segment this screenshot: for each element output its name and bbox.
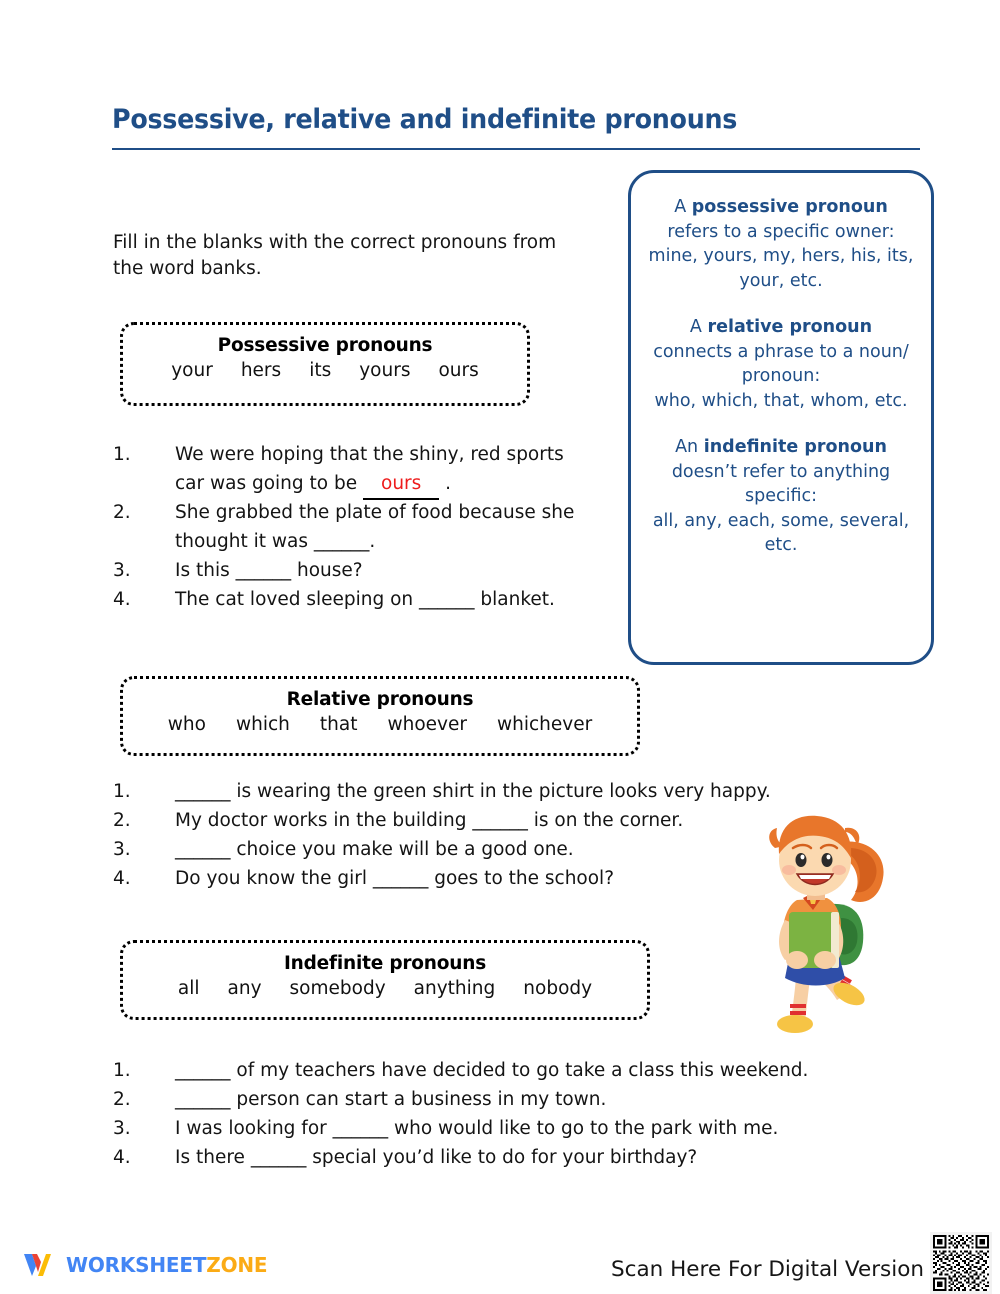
answer-underline: [363, 498, 439, 500]
item-text-before: Is there: [175, 1147, 251, 1168]
item-text: [175, 777, 873, 806]
exercise-list-possessive: [113, 440, 593, 614]
word-item: anything: [413, 978, 496, 999]
item-text: [175, 1085, 903, 1114]
exercise-item: [113, 556, 593, 585]
exercise-item: [113, 777, 873, 806]
word-item: all: [177, 978, 200, 999]
item-number: 2.: [113, 810, 131, 831]
wordbank-relative: [120, 676, 640, 756]
exercise-item: [113, 585, 593, 614]
title-divider: [112, 148, 920, 150]
definition-examples: all, any, each, some, several, etc.: [652, 510, 910, 555]
item-text-after: choice you make will be a good one.: [230, 839, 574, 860]
item-text-after: special you’d like to do for your birthday?: [306, 1147, 698, 1168]
wordbank-words: [123, 976, 647, 1002]
definition-article: An: [675, 437, 704, 457]
item-number: 4.: [113, 589, 131, 610]
item-text-before: She grabbed the plate of food because she thought it was: [175, 502, 575, 552]
wordbank-title: Possessive pronouns: [217, 335, 433, 356]
item-text: [175, 1056, 903, 1085]
definition-article: A: [674, 197, 692, 217]
word-item: which: [235, 714, 290, 735]
definition-article: A: [689, 317, 708, 337]
fill-blank[interactable]: ______: [313, 531, 370, 552]
fill-blank[interactable]: ______: [175, 1089, 231, 1110]
answer-text: ours: [381, 473, 422, 494]
definition-term: relative pronoun: [707, 317, 873, 337]
exercise-item: [113, 1085, 903, 1114]
fill-blank[interactable]: ______: [175, 839, 231, 860]
fill-blank[interactable]: ______: [372, 868, 429, 889]
item-number: 4.: [113, 868, 131, 889]
definition-body: connects a phrase to a noun/ pronoun:: [653, 341, 909, 386]
logo-worksheet-text: WORKSHEET: [66, 1253, 207, 1277]
instructions-text: Fill in the blanks with the correct pronouns from the word banks.: [113, 232, 557, 279]
item-text-before: I was looking for: [175, 1118, 333, 1139]
pronoun-definitions-panel: [628, 170, 934, 665]
item-text-before: Do you know the girl: [175, 868, 373, 889]
definition-possessive: [645, 195, 917, 293]
word-item: that: [319, 714, 358, 735]
word-item: its: [309, 360, 332, 381]
scan-here-label: Scan Here For Digital Version: [611, 1257, 924, 1282]
item-number: 2.: [113, 1089, 131, 1110]
item-text: [175, 440, 593, 498]
item-number: 3.: [113, 560, 131, 581]
item-text-after: .: [369, 531, 376, 552]
item-number: 3.: [113, 1118, 131, 1139]
item-text: [175, 1143, 903, 1172]
word-item: yours: [359, 360, 411, 381]
definition-heading: [645, 315, 917, 340]
item-text-after: goes to the school?: [428, 868, 615, 889]
fill-blank[interactable]: ______: [175, 1060, 231, 1081]
definition-body: doesn’t refer to anything specific:: [671, 461, 891, 506]
fill-blank[interactable]: ______: [250, 1147, 307, 1168]
word-item: your: [171, 360, 213, 381]
word-item: whichever: [496, 714, 593, 735]
definition-relative: [645, 315, 917, 413]
fill-blank[interactable]: ______: [419, 589, 475, 610]
wordbank-indefinite: [120, 940, 650, 1020]
word-item: whoever: [387, 714, 467, 735]
word-item: hers: [240, 360, 282, 381]
item-number: 1.: [113, 1060, 131, 1081]
item-text: [175, 1114, 903, 1143]
item-number: 1.: [113, 781, 131, 802]
item-text-after: who would like to go to the park with me.: [388, 1118, 779, 1139]
item-text-before: We were hoping that the shiny, red sports car was going to be: [175, 444, 564, 494]
fill-blank[interactable]: ______: [175, 781, 231, 802]
logo-text: [66, 1253, 267, 1277]
word-item: any: [227, 978, 262, 999]
exercise-list-indefinite: [113, 1056, 903, 1172]
definition-examples: who, which, that, whom, etc.: [654, 390, 908, 411]
item-text: [175, 498, 593, 556]
wordbank-title: Indefinite pronouns: [283, 953, 487, 974]
definition-term: indefinite pronoun: [703, 437, 887, 457]
w-logo-mark: [22, 1252, 56, 1278]
item-number: 4.: [113, 1147, 131, 1168]
definition-heading: [645, 435, 917, 460]
item-number: 2.: [113, 502, 131, 523]
item-text-after: .: [439, 473, 452, 494]
wordbank-words: [123, 712, 637, 738]
exercise-item: [113, 498, 593, 556]
worksheet-zone-logo[interactable]: [22, 1252, 267, 1278]
item-text-before: The cat loved sleeping on: [175, 589, 420, 610]
item-number: 1.: [113, 444, 131, 465]
fill-blank[interactable]: ______: [332, 1118, 389, 1139]
item-text: [175, 585, 593, 614]
definition-body: refers to a specific owner:: [667, 221, 895, 242]
wordbank-possessive: [120, 322, 530, 406]
definition-term: possessive pronoun: [691, 197, 888, 217]
word-item: ours: [438, 360, 479, 381]
item-text-after: person can start a business in my town.: [230, 1089, 607, 1110]
definition-examples: mine, yours, my, hers, his, its, your, etc.: [648, 246, 914, 291]
item-text-after: of my teachers have decided to go take a class this weekend.: [230, 1060, 809, 1081]
page-title: Possessive, relative and indefinite pronouns: [112, 104, 738, 135]
wordbank-title: Relative pronouns: [286, 689, 474, 710]
fill-blank[interactable]: ______: [472, 810, 528, 831]
logo-zone-text: ZONE: [206, 1253, 268, 1277]
item-text-after: is on the corner.: [527, 810, 684, 831]
item-text-after: is wearing the green shirt in the picture looks very happy.: [230, 781, 771, 802]
definition-heading: [645, 195, 917, 220]
girl-with-book-illustration: [745, 808, 893, 1036]
item-text-before: Is this: [175, 560, 236, 581]
qr-code-icon[interactable]: [930, 1232, 992, 1294]
word-item: nobody: [523, 978, 593, 999]
word-item: who: [167, 714, 206, 735]
word-item: somebody: [289, 978, 386, 999]
fill-blank[interactable]: ______: [235, 560, 292, 581]
answer-blank[interactable]: [363, 469, 439, 498]
item-text-before: My doctor works in the building: [175, 810, 473, 831]
exercise-item: [113, 1143, 903, 1172]
item-text-after: blanket.: [474, 589, 555, 610]
exercise-item: [113, 440, 593, 498]
item-number: 3.: [113, 839, 131, 860]
item-text: [175, 556, 593, 585]
item-text-after: house?: [291, 560, 363, 581]
wordbank-words: [123, 358, 527, 384]
exercise-item: [113, 1114, 903, 1143]
exercise-item: [113, 1056, 903, 1085]
definition-indefinite: [645, 435, 917, 558]
